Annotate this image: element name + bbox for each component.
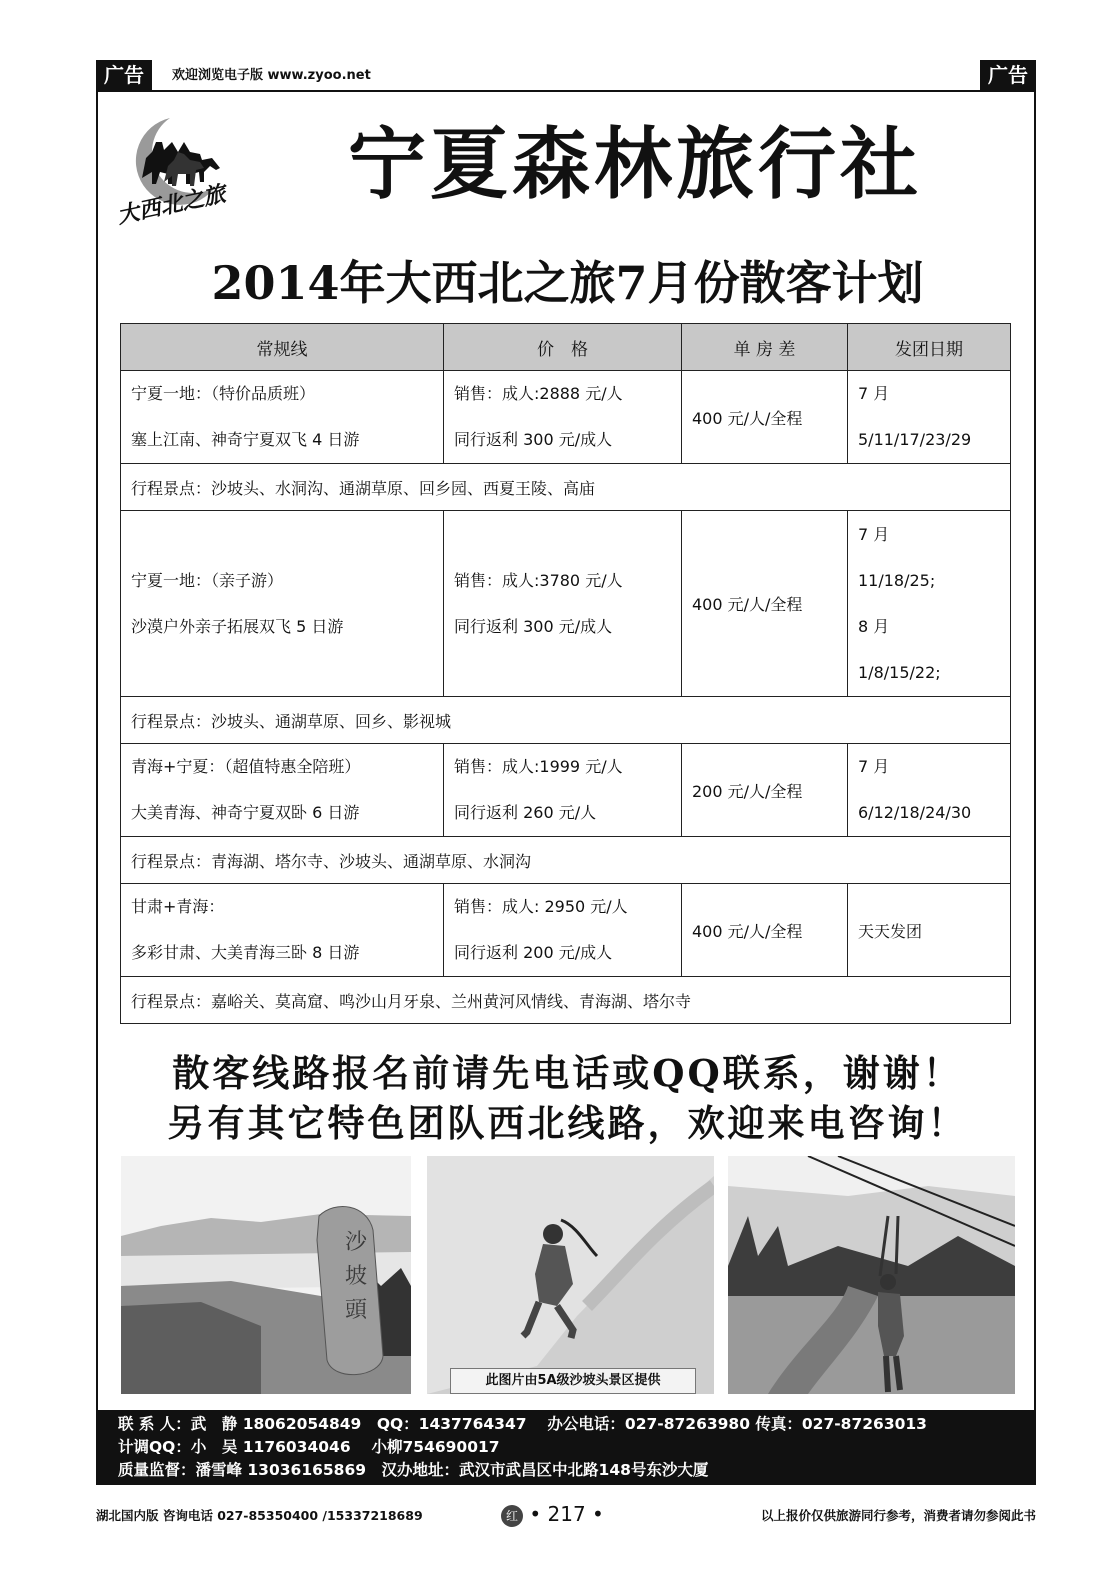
adult-price: 销售：成人: 2950 元/人 xyxy=(454,897,628,916)
route-cell xyxy=(121,371,444,464)
photo-zipline xyxy=(728,1156,1015,1394)
route-cell xyxy=(121,884,444,977)
route-name: 宁夏一地：（特价品质班） xyxy=(131,384,316,403)
price-cell xyxy=(444,511,682,697)
adult-price: 销售：成人:3780 元/人 xyxy=(454,570,623,590)
red-badge-icon: 红 xyxy=(501,1505,523,1527)
photo-sand-slide xyxy=(427,1156,714,1394)
route-name: 青海+宁夏：（超值特惠全陪班） xyxy=(131,757,361,776)
date-days: 1/8/15/22; xyxy=(858,662,941,682)
dates-cell xyxy=(848,371,1011,464)
agent-rebate: 同行返利 300 元/成人 xyxy=(454,430,613,449)
dates-cell xyxy=(848,511,1011,697)
plan-title: 2014年大西北之旅7月份散客计划 xyxy=(211,256,924,310)
route-desc: 沙漠户外亲子拓展双飞 5 日游 xyxy=(131,616,344,636)
dates-cell xyxy=(848,744,1011,837)
adult-price: 销售：成人:2888 元/人 xyxy=(454,384,623,403)
photo-shapotou-stone xyxy=(121,1156,411,1394)
header-route: 常规线 xyxy=(121,324,444,371)
sights-row xyxy=(121,977,1011,1024)
date-month: 7 月 xyxy=(858,384,890,403)
adult-price: 销售：成人:1999 元/人 xyxy=(454,757,623,776)
company-name: 宁夏森林旅行社 xyxy=(347,119,922,210)
table-row xyxy=(121,511,1011,697)
photo-credit-caption: 此图片由5A级沙坡头景区提供 xyxy=(450,1368,696,1394)
sights-cell: 行程景点：沙坡头、通湖草原、回乡、影视城 xyxy=(121,697,1011,744)
tour-schedule-table xyxy=(120,323,1011,1024)
agent-rebate: 同行返利 200 元/成人 xyxy=(454,943,613,962)
footer-edition-info: 湖北国内版 咨询电话 027-85350400 /15337218689 xyxy=(96,1508,423,1523)
single-supplement-cell: 200 元/人/全程 xyxy=(682,744,848,837)
contact-line-2: 计调QQ：小 吴 1176034046 小柳754690017 xyxy=(118,1438,500,1456)
page-number: • 217 • xyxy=(529,1502,604,1526)
header-departure-dates: 发团日期 xyxy=(848,324,1011,371)
route-desc: 大美青海、神奇宁夏双卧 6 日游 xyxy=(131,803,360,822)
table-header-row xyxy=(121,324,1011,371)
notice-line-2: 另有其它特色团队西北线路，欢迎来电咨询！ xyxy=(167,1101,968,1145)
sights-row xyxy=(121,697,1011,744)
header-price: 价 格 xyxy=(444,324,682,371)
route-desc: 塞上江南、神奇宁夏双飞 4 日游 xyxy=(131,430,360,449)
price-cell xyxy=(444,884,682,977)
table-row xyxy=(121,884,1011,977)
footer-disclaimer: 以上报价仅供旅游同行参考，消费者请勿参阅此书 xyxy=(760,1508,1036,1523)
route-desc: 多彩甘肃、大美青海三卧 8 日游 xyxy=(131,943,360,962)
page-footer xyxy=(96,1502,1036,1530)
single-supplement-cell: 400 元/人/全程 xyxy=(682,371,848,464)
route-cell xyxy=(121,744,444,837)
ad-tag-left: 广告 xyxy=(96,60,152,90)
single-supplement-cell: 400 元/人/全程 xyxy=(682,884,848,977)
page-number-group xyxy=(501,1502,604,1527)
stone-inscription: 沙坡頭 xyxy=(345,1230,368,1323)
price-cell xyxy=(444,744,682,837)
single-supplement-cell: 400 元/人/全程 xyxy=(682,511,848,697)
contact-line-1: 联 系 人：武 静 18062054849 QQ：1437764347 办公电话：027-87263980 传真：027-87263013 xyxy=(118,1415,927,1433)
sights-cell: 行程景点：沙坡头、水洞沟、通湖草原、回乡园、西夏王陵、高庙 xyxy=(121,464,1011,511)
date-days: 11/18/25; xyxy=(858,570,936,590)
sights-row xyxy=(121,837,1011,884)
sights-cell: 行程景点：青海湖、塔尔寺、沙坡头、通湖草原、水洞沟 xyxy=(121,837,1011,884)
dates-cell: 天天发团 xyxy=(848,884,1011,977)
sights-cell: 行程景点：嘉峪关、莫高窟、鸣沙山月牙泉、兰州黄河风情线、青海湖、塔尔寺 xyxy=(121,977,1011,1024)
agent-rebate: 同行返利 300 元/成人 xyxy=(454,616,613,636)
price-cell xyxy=(444,371,682,464)
notice-block xyxy=(100,1048,1035,1148)
table-row xyxy=(121,744,1011,837)
contact-bar xyxy=(96,1410,1036,1485)
agent-rebate: 同行返利 260 元/人 xyxy=(454,803,597,822)
date-month: 7 月 xyxy=(858,524,890,544)
route-cell xyxy=(121,511,444,697)
route-name: 宁夏一地：（亲子游） xyxy=(131,570,284,590)
logo-text: 大西北之旅 xyxy=(114,180,228,230)
header-single-supplement: 单 房 差 xyxy=(682,324,848,371)
date-days: 5/11/17/23/29 xyxy=(858,430,972,449)
company-logo xyxy=(112,112,252,230)
contact-line-3: 质量监督：潘雪峰 13036165869 汉办地址：武汉市武昌区中北路148号东沙大厦 xyxy=(118,1461,709,1479)
route-name: 甘肃+青海： xyxy=(131,897,225,916)
notice-line-1: 散客线路报名前请先电话或QQ联系，谢谢！ xyxy=(172,1051,963,1095)
date-month: 7 月 xyxy=(858,757,890,776)
sights-row xyxy=(121,464,1011,511)
ad-tag-right: 广告 xyxy=(980,60,1036,90)
date-days: 6/12/18/24/30 xyxy=(858,803,972,822)
site-url-line: 欢迎浏览电子版 www.zyoo.net xyxy=(172,68,371,83)
date-month: 8 月 xyxy=(858,616,890,636)
table-row xyxy=(121,371,1011,464)
